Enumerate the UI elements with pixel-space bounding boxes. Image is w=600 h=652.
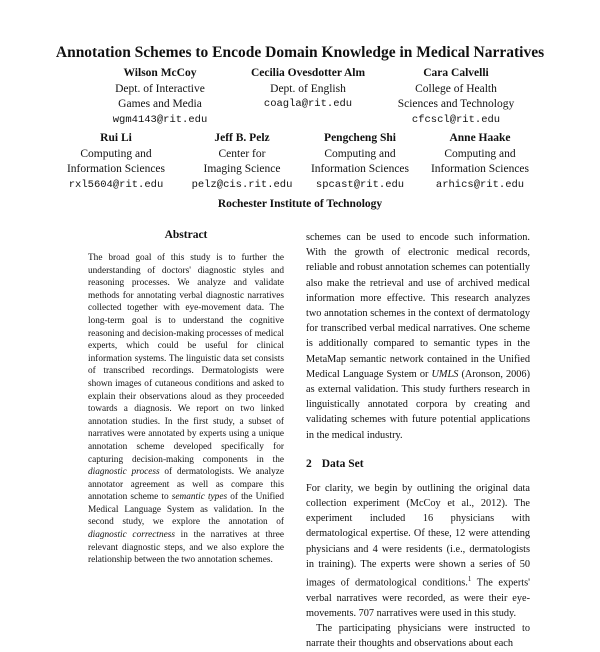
author-block	[180, 131, 304, 193]
abstract-heading: Abstract	[164, 229, 208, 241]
author-email[interactable]: pelz@cis.rit.edu	[191, 178, 293, 191]
author-affiliation: Sciences and Technology	[397, 98, 515, 110]
author-affiliation: Information Sciences	[430, 163, 530, 175]
author-block	[228, 66, 388, 113]
author-name: Jeff B. Pelz	[214, 132, 270, 144]
author-affiliation: Information Sciences	[310, 163, 410, 175]
author-name: Rui Li	[100, 132, 132, 144]
author-name: Anne Haake	[449, 132, 511, 144]
author-block	[384, 66, 528, 128]
author-affiliation: Games and Media	[118, 98, 202, 110]
footnote-mark[interactable]: 1	[467, 575, 472, 584]
body-paragraph: The participating physicians were instructed to narrate their thoughts and observations about each	[306, 623, 530, 650]
abstract-text: The broad goal of this study is to further the understanding of doctors' diagnostic styles and reasoning processes. We analyze and validate methods for annotating verbal diagnostic narratives collected together with eye-movement data. The long-term goal is to understand the cognitive reasoning and decision-making processes of medical experts, which could be useful for clinical information systems. The linguistic data set consists of transcribed recordings. Dermatologists were shown images of cutaneous conditions and asked to explain their observations aloud as they proceeded towards a diagnosis. We report on two linked annotation studies. In the first study, a subset of narratives were annotated by experts using a unique annotation scheme developed specifically for capturing decision-making components in the diagnostic process of dermatologists. We analyze annotator agreement as well as compare this annotation scheme to semantic types of the Unified Medical Language System as validation. In the second study, we explore the annotation of diagnostic correctness in the narratives at three relevant diagnostic steps, and we also explore the relationship between the two annotation schemes.	[88, 253, 285, 566]
author-affiliation: Information Sciences	[66, 163, 166, 175]
author-email[interactable]: rxl5604@rit.edu	[68, 178, 164, 191]
author-block	[424, 131, 536, 193]
author-affiliation: College of Health	[415, 82, 497, 95]
author-block	[304, 131, 416, 193]
author-affiliation: Computing and	[324, 147, 396, 160]
right-column	[306, 230, 530, 652]
author-name: Cecilia Ovesdotter Alm	[250, 67, 366, 79]
section-number: 2	[306, 457, 312, 470]
author-email[interactable]: arhics@rit.edu	[435, 178, 525, 191]
section-heading	[306, 457, 530, 471]
author-email[interactable]: cfcscl@rit.edu	[411, 113, 501, 126]
institution: Rochester Institute of Technology	[217, 198, 383, 210]
author-affiliation: Center for	[218, 147, 266, 160]
author-name: Cara Calvelli	[423, 67, 489, 79]
author-email[interactable]: wgm4143@rit.edu	[112, 113, 208, 126]
author-affiliation: Imaging Science	[203, 163, 281, 175]
author-affiliation: Computing and	[444, 147, 516, 160]
paper-title: Annotation Schemes to Encode Domain Knowledge in Medical Narratives	[55, 44, 545, 61]
author-affiliation: Dept. of Interactive	[115, 82, 205, 95]
author-email[interactable]: spcast@rit.edu	[315, 178, 405, 191]
author-affiliation: Dept. of English	[270, 82, 346, 95]
author-name: Wilson McCoy	[123, 67, 197, 79]
intro-paragraph: schemes can be used to encode such information. With the growth of electronic medical records, reliable and robust annotation schemes can potentially also make the retrieval and use of archived medical information more effective. This research analyzes two annotation schemes in the context of dermatology for transcribed verbal medical narratives. One scheme is additionally compared to semantic types in the MetaMap semantic network contained in the Unified Medical Language System or UMLS (Aronson, 2006) as external validation. This study furthers research in linguistically annotated corpora by creating and validating schemes with future potential applications in the medical industry.	[306, 232, 531, 441]
author-block	[60, 131, 172, 193]
body-paragraph: For clarity, we begin by outlining the original data collection experiment (McCoy et al., 2012). The experiment included 16 physicians with dermatological expertise. Of these, 12 were attending physicians and 4 were residents (i.e., dermatologists in training). The experts were shown a series of 50 images of dermatological conditions.$^1$ The experts' verbal narratives were recorded, as were their eye-movements. 707 narratives were used in this study.	[306, 482, 530, 619]
author-affiliation: Computing and	[80, 147, 152, 160]
author-email[interactable]: coagla@rit.edu	[263, 98, 353, 110]
author-block	[90, 66, 230, 128]
section-title: Data Set	[321, 457, 364, 470]
author-name: Pengcheng Shi	[324, 132, 396, 144]
